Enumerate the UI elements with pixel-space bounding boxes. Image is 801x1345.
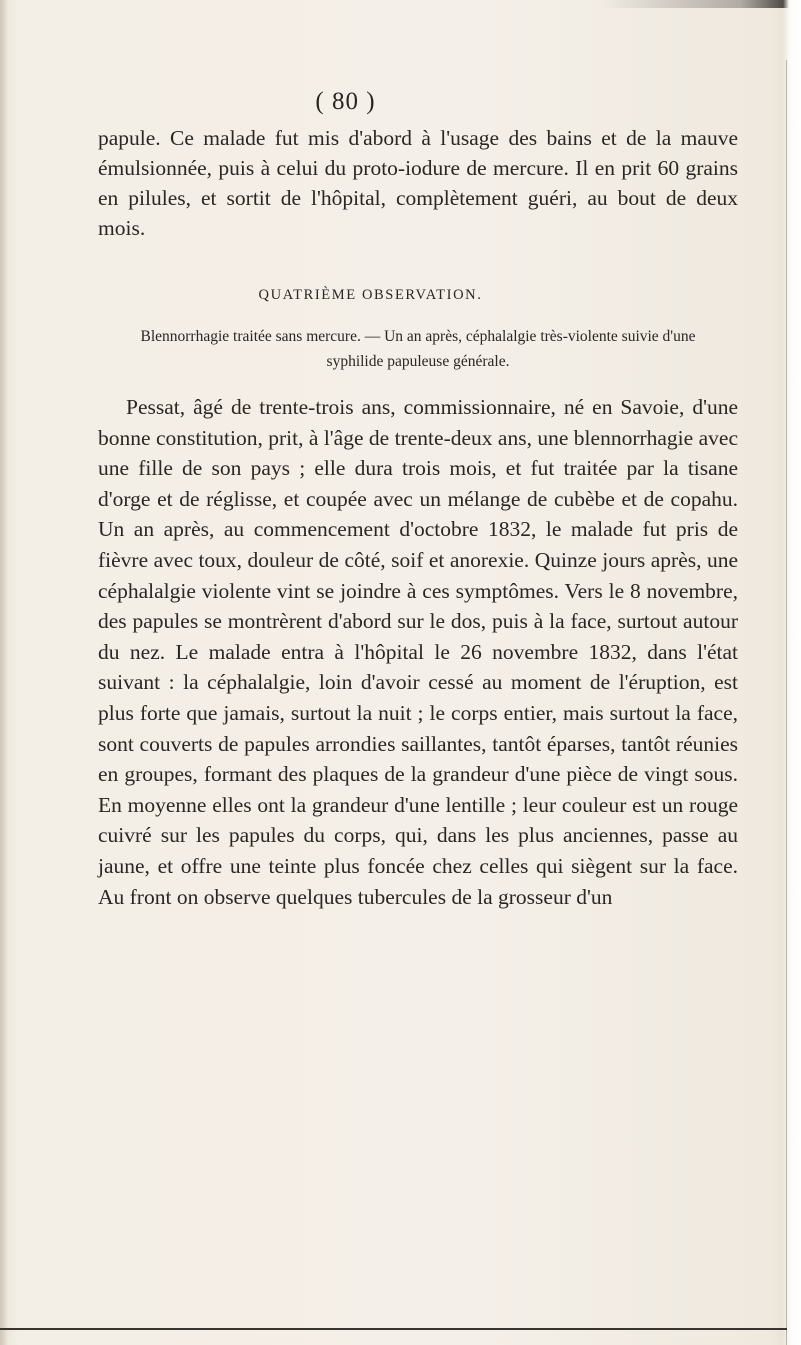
page-bottom-rule [0, 1328, 787, 1330]
page-gutter-shadow [0, 0, 8, 1345]
section-subtitle: Blennorrhagie traitée sans mercure. — Un an après, céphalalgie très-violente suivie d'une syphilide papuleuse générale. [140, 328, 696, 370]
page-edge-line [786, 60, 787, 1345]
paragraph-continuation: papule. Ce malade fut mis d'abord à l'usage des bains et de la mauve émulsionnée, puis à celui du proto-iodure de mercure. Il en prit 60 grains en pilules, et sortit de l'hôpital, complètement guéri, au bout de deux mois. [98, 126, 738, 240]
section-heading: QUATRIÈME OBSERVATION. [258, 287, 483, 303]
page-number: ( 80 ) [315, 88, 376, 115]
observation-paragraph: Pessat, âgé de trente-trois ans, commissionnaire, né en Savoie, d'une bonne constitution, prit, à l'âge de trente-deux ans, une blennorrhagie avec une fille de son pays ; elle dura trois mois, et fut traitée par la tisane d'orge et de réglisse, et coupée avec un mélange de cubèbe et de copahu. Un an après, au commencement d'octobre 1832, le malade fut pris de fièvre avec toux, douleur de côté, soif et anorexie. Quinze jours après, une céphalalgie violente vint se joindre à ces symptômes. Vers le 8 novembre, des papules se montrèrent d'abord sur le dos, puis à la face, surtout autour du nez. Le malade entra à l'hôpital le 26 novembre 1832, dans l'état suivant : la céphalalgie, loin d'avoir cessé au moment de l'éruption, est plus forte que jamais, surtout la nuit ; le corps entier, mais surtout la face, sont couverts de papules arrondies saillantes, tantôt éparses, tantôt réunies en groupes, formant des plaques de la grandeur d'une pièce de vingt sous. En moyenne elles ont la grandeur d'une lentille ; leur couleur est un rouge cuivré sur les papules du corps, qui, dans les plus anciennes, passe au jaune, et offre une teinte plus foncée chez celles qui siègent sur la face. Au front on observe quelques tubercules de la grosseur d'un [98, 395, 738, 909]
page-top-edge [600, 0, 801, 8]
